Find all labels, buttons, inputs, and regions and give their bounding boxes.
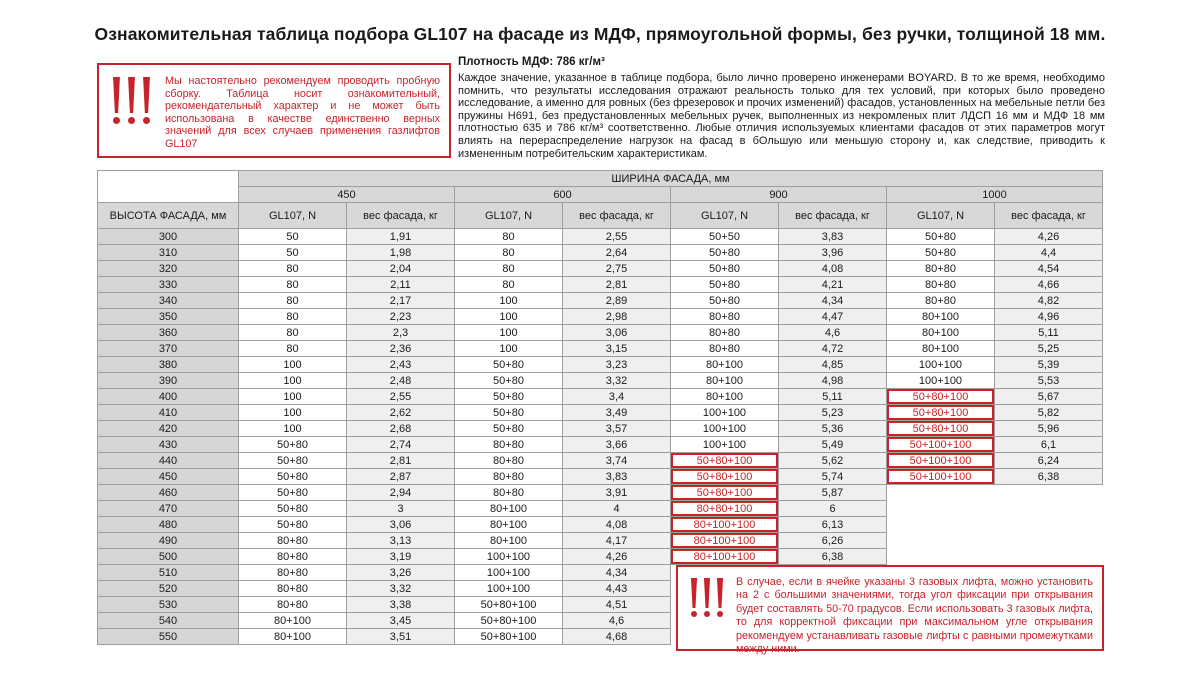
- height-cell: 540: [98, 613, 239, 629]
- weight-cell: 4: [563, 501, 671, 517]
- weight-cell: 2,89: [563, 293, 671, 309]
- gl107-cell: 50+80: [455, 405, 563, 421]
- table-header-width-title-row: [98, 171, 1103, 187]
- gl107-cell: 50+80: [239, 501, 347, 517]
- weight-column-header: вес фасада, кг: [563, 203, 671, 229]
- weight-cell: 3,26: [347, 565, 455, 581]
- empty-cell: [887, 549, 995, 565]
- weight-cell: 3,57: [563, 421, 671, 437]
- empty-cell: [887, 533, 995, 549]
- gl107-cell: 100: [239, 389, 347, 405]
- empty-cell: [995, 533, 1103, 549]
- gl107-cell: 80+100: [455, 533, 563, 549]
- weight-cell: 3: [347, 501, 455, 517]
- warning-bottom-text: В случае, если в ячейке указаны 3 газовых лифта, можно установить на 2 с большими значениями, тогда угол фиксации при открывания будет составлять 50-70 градусов. Если использовать 3 газовых лифта, то для корректной фиксации при максимальном угле открывания рекомендуем устанавливать газовые лифты с равными промежутками между ними.: [736, 576, 1093, 656]
- table-row: [98, 533, 1103, 549]
- triple-exclamation-icon: [690, 578, 724, 617]
- empty-cell: [995, 485, 1103, 501]
- width-group-450: 450: [239, 187, 455, 203]
- gl107-cell: 50+80: [239, 517, 347, 533]
- weight-cell: 5,96: [995, 421, 1103, 437]
- gl107-column-header: GL107, N: [887, 203, 995, 229]
- weight-cell: 4,08: [563, 517, 671, 533]
- table-row: [98, 373, 1103, 389]
- gl107-cell: 80+100: [239, 613, 347, 629]
- table-row: [98, 261, 1103, 277]
- weight-cell: 5,62: [779, 453, 887, 469]
- gl107-cell: 50+80+100: [455, 613, 563, 629]
- gl107-cell: 100: [455, 325, 563, 341]
- table-row: [98, 277, 1103, 293]
- weight-cell: 3,4: [563, 389, 671, 405]
- weight-cell: 6,24: [995, 453, 1103, 469]
- gl107-cell: 80: [455, 261, 563, 277]
- weight-cell: 3,38: [347, 597, 455, 613]
- gl107-cell: 80+80+100: [671, 501, 779, 517]
- weight-cell: 3,32: [563, 373, 671, 389]
- gl107-cell: 100+100: [455, 549, 563, 565]
- gl107-cell: 80+100: [239, 629, 347, 645]
- gl107-cell: 100: [455, 341, 563, 357]
- height-cell: 470: [98, 501, 239, 517]
- gl107-column-header: GL107, N: [239, 203, 347, 229]
- height-cell: 380: [98, 357, 239, 373]
- weight-cell: 2,55: [563, 229, 671, 245]
- gl107-cell: 50+80: [455, 357, 563, 373]
- table-row: [98, 341, 1103, 357]
- empty-cell: [887, 517, 995, 533]
- height-cell: 390: [98, 373, 239, 389]
- weight-cell: 5,53: [995, 373, 1103, 389]
- gl107-cell: 80+100: [887, 341, 995, 357]
- gl107-cell: 80+80: [887, 277, 995, 293]
- gl107-cell: 80+80: [455, 469, 563, 485]
- gl107-cell: 50+80+100: [455, 597, 563, 613]
- gl107-cell: 50+80+100: [887, 405, 995, 421]
- gl107-cell: 80+80: [239, 565, 347, 581]
- weight-cell: 2,11: [347, 277, 455, 293]
- weight-cell: 5,25: [995, 341, 1103, 357]
- weight-cell: 6,38: [779, 549, 887, 565]
- weight-cell: 2,74: [347, 437, 455, 453]
- weight-cell: 5,67: [995, 389, 1103, 405]
- weight-cell: 4,34: [563, 565, 671, 581]
- gl107-cell: 80+80: [455, 485, 563, 501]
- empty-cell: [995, 549, 1103, 565]
- height-cell: 430: [98, 437, 239, 453]
- height-cell: 450: [98, 469, 239, 485]
- table-row: [98, 421, 1103, 437]
- weight-cell: 6,13: [779, 517, 887, 533]
- gl107-cell: 50+100+100: [887, 469, 995, 485]
- weight-cell: 5,74: [779, 469, 887, 485]
- weight-cell: 3,49: [563, 405, 671, 421]
- table-row: [98, 229, 1103, 245]
- weight-cell: 3,15: [563, 341, 671, 357]
- gl107-cell: 80+100: [455, 501, 563, 517]
- weight-cell: 2,75: [563, 261, 671, 277]
- weight-cell: 2,48: [347, 373, 455, 389]
- gl107-cell: 80+80: [671, 309, 779, 325]
- gl107-cell: 100: [239, 357, 347, 373]
- gl107-cell: 80+100+100: [671, 517, 779, 533]
- gl107-cell: 100+100: [455, 565, 563, 581]
- empty-cell: [995, 517, 1103, 533]
- height-cell: 360: [98, 325, 239, 341]
- weight-cell: 2,3: [347, 325, 455, 341]
- weight-cell: 4,43: [563, 581, 671, 597]
- weight-cell: 5,23: [779, 405, 887, 421]
- gl107-cell: 100: [239, 405, 347, 421]
- weight-column-header: вес фасада, кг: [779, 203, 887, 229]
- weight-cell: 4,6: [563, 613, 671, 629]
- gl107-cell: 50+80: [887, 229, 995, 245]
- weight-cell: 4,34: [779, 293, 887, 309]
- table-header-groups-row: [98, 187, 1103, 203]
- gl107-cell: 50+80+100: [671, 485, 779, 501]
- weight-cell: 4,51: [563, 597, 671, 613]
- weight-cell: 6,38: [995, 469, 1103, 485]
- height-cell: 500: [98, 549, 239, 565]
- gl107-cell: 80+100+100: [671, 533, 779, 549]
- gl107-cell: 80+80: [887, 293, 995, 309]
- height-cell: 420: [98, 421, 239, 437]
- weight-cell: 2,81: [563, 277, 671, 293]
- height-cell: 410: [98, 405, 239, 421]
- weight-cell: 2,55: [347, 389, 455, 405]
- weight-cell: 3,32: [347, 581, 455, 597]
- weight-cell: 1,91: [347, 229, 455, 245]
- table-row: [98, 293, 1103, 309]
- weight-cell: 3,83: [779, 229, 887, 245]
- gl107-cell: 80: [239, 341, 347, 357]
- width-group-600: 600: [455, 187, 671, 203]
- weight-cell: 2,36: [347, 341, 455, 357]
- gl107-cell: 80+80: [239, 597, 347, 613]
- gl107-cell: 100+100: [887, 373, 995, 389]
- weight-cell: 2,98: [563, 309, 671, 325]
- gl107-cell: 50+80: [671, 277, 779, 293]
- weight-cell: 3,96: [779, 245, 887, 261]
- gl107-cell: 50+80: [455, 389, 563, 405]
- table-row: [98, 485, 1103, 501]
- weight-cell: 5,36: [779, 421, 887, 437]
- weight-cell: 2,04: [347, 261, 455, 277]
- gl107-cell: 80+80: [671, 325, 779, 341]
- gl107-cell: 50+50: [671, 229, 779, 245]
- weight-cell: 4,08: [779, 261, 887, 277]
- empty-cell: [887, 501, 995, 517]
- gl107-cell: 50+80+100: [887, 421, 995, 437]
- gl107-cell: 100+100: [671, 405, 779, 421]
- weight-cell: 5,11: [779, 389, 887, 405]
- weight-cell: 2,81: [347, 453, 455, 469]
- table-row: [98, 453, 1103, 469]
- gl107-cell: 80+100: [455, 517, 563, 533]
- table-row: [98, 501, 1103, 517]
- gl107-cell: 50+80: [887, 245, 995, 261]
- gl107-cell: 50+80: [239, 437, 347, 453]
- height-cell: 370: [98, 341, 239, 357]
- weight-cell: 2,62: [347, 405, 455, 421]
- gl107-cell: 100: [239, 421, 347, 437]
- weight-cell: 4,85: [779, 357, 887, 373]
- weight-cell: 3,45: [347, 613, 455, 629]
- weight-cell: 4,68: [563, 629, 671, 645]
- gl107-cell: 50+80: [671, 261, 779, 277]
- table-row: [98, 309, 1103, 325]
- weight-cell: 2,64: [563, 245, 671, 261]
- table-row: [98, 469, 1103, 485]
- height-cell: 490: [98, 533, 239, 549]
- weight-cell: 1,98: [347, 245, 455, 261]
- gl107-cell: 80: [455, 277, 563, 293]
- gl107-cell: 50+80+100: [455, 629, 563, 645]
- weight-cell: 3,23: [563, 357, 671, 373]
- gl107-cell: 80+80: [239, 533, 347, 549]
- weight-cell: 4,66: [995, 277, 1103, 293]
- gl107-cell: 100: [455, 309, 563, 325]
- height-cell: 350: [98, 309, 239, 325]
- height-cell: 550: [98, 629, 239, 645]
- weight-cell: 6,1: [995, 437, 1103, 453]
- gl107-cell: 50+80: [455, 373, 563, 389]
- gl107-cell: 100: [239, 373, 347, 389]
- weight-cell: 2,43: [347, 357, 455, 373]
- page-title: Ознакомительная таблица подбора GL107 на фасаде из МДФ, прямоугольной формы, без ручки, толщиной 18 мм.: [94, 24, 1106, 44]
- weight-column-header: вес фасада, кг: [995, 203, 1103, 229]
- gl107-cell: 80+100: [671, 373, 779, 389]
- gl107-cell: 50+80: [239, 453, 347, 469]
- triple-exclamation-icon: [112, 77, 151, 124]
- table-subheader-row: [98, 203, 1103, 229]
- width-group-900: 900: [671, 187, 887, 203]
- table-row: [98, 405, 1103, 421]
- weight-cell: 4,6: [779, 325, 887, 341]
- weight-cell: 4,17: [563, 533, 671, 549]
- gl107-cell: 50+80: [671, 293, 779, 309]
- gl107-cell: 80+100: [887, 325, 995, 341]
- empty-cell: [995, 501, 1103, 517]
- weight-cell: 6,26: [779, 533, 887, 549]
- table-row: [98, 549, 1103, 565]
- empty-cell: [887, 485, 995, 501]
- description-text: Каждое значение, указанное в таблице подбора, было лично проверено инженерами BOYARD. В то же время, необходимо помнить, что результаты исследования отражают реальность только для тех условий, при которых было проведено исследование, а именно для ровных (без фрезеровок и прочих изменений) фасадов, установленных на мебельные петли без пружины H691, без предустановленных мебельных ручек, выполненных из некромленых плит ЛДСП 16 мм и МДФ 18 мм плотностью 635 и 786 кг/м³ соответственно. Любые отличия используемых клиентами фасадов от этих параметров могут влиять на перераспределение нагрузок на фасад в бОльшую или меньшую сторону и, как следствие, приводить к измененным потребительским характеристикам.: [458, 72, 1105, 160]
- gl107-cell: 100: [455, 293, 563, 309]
- weight-cell: 3,66: [563, 437, 671, 453]
- weight-cell: 3,91: [563, 485, 671, 501]
- height-cell: 520: [98, 581, 239, 597]
- gl107-cell: 80: [455, 229, 563, 245]
- width-group-1000: 1000: [887, 187, 1103, 203]
- gl107-cell: 80: [239, 309, 347, 325]
- weight-cell: 5,49: [779, 437, 887, 453]
- table-row: [98, 357, 1103, 373]
- gl107-cell: 50+80: [455, 421, 563, 437]
- height-cell: 510: [98, 565, 239, 581]
- height-cell: 400: [98, 389, 239, 405]
- weight-cell: 2,87: [347, 469, 455, 485]
- height-cell: 440: [98, 453, 239, 469]
- weight-cell: 5,87: [779, 485, 887, 501]
- gl107-cell: 50+100+100: [887, 437, 995, 453]
- gl107-cell: 100+100: [455, 581, 563, 597]
- gl107-cell: 80+100: [671, 389, 779, 405]
- height-cell: 340: [98, 293, 239, 309]
- height-cell: 530: [98, 597, 239, 613]
- gl107-cell: 80+80: [239, 581, 347, 597]
- height-cell: 320: [98, 261, 239, 277]
- weight-cell: 5,82: [995, 405, 1103, 421]
- gl107-cell: 80+80: [887, 261, 995, 277]
- gl107-cell: 80+80: [455, 437, 563, 453]
- weight-cell: 3,19: [347, 549, 455, 565]
- gl107-cell: 80: [239, 325, 347, 341]
- gl107-cell: 80: [239, 277, 347, 293]
- weight-cell: 4,47: [779, 309, 887, 325]
- density-note: Плотность МДФ: 786 кг/м³: [458, 56, 605, 68]
- width-axis-header: ШИРИНА ФАСАДА, мм: [239, 171, 1103, 187]
- weight-cell: 2,17: [347, 293, 455, 309]
- weight-cell: 4,96: [995, 309, 1103, 325]
- gl107-cell: 50+80+100: [671, 469, 779, 485]
- weight-cell: 2,94: [347, 485, 455, 501]
- weight-cell: 3,13: [347, 533, 455, 549]
- gl107-cell: 80: [239, 293, 347, 309]
- height-cell: 460: [98, 485, 239, 501]
- warning-box-bottom: [676, 565, 1104, 656]
- gl107-cell: 80: [239, 261, 347, 277]
- gl107-cell: 50+100+100: [887, 453, 995, 469]
- weight-cell: 4,21: [779, 277, 887, 293]
- height-cell: 480: [98, 517, 239, 533]
- weight-cell: 4,82: [995, 293, 1103, 309]
- weight-cell: 4,54: [995, 261, 1103, 277]
- gl107-cell: 80: [455, 245, 563, 261]
- weight-cell: 4,98: [779, 373, 887, 389]
- weight-cell: 4,72: [779, 341, 887, 357]
- weight-cell: 4,26: [995, 229, 1103, 245]
- weight-cell: 5,39: [995, 357, 1103, 373]
- weight-cell: 2,23: [347, 309, 455, 325]
- gl107-cell: 50+80+100: [671, 453, 779, 469]
- gl107-cell: 50: [239, 245, 347, 261]
- weight-cell: 3,06: [347, 517, 455, 533]
- weight-column-header: вес фасада, кг: [347, 203, 455, 229]
- gl107-cell: 50+80: [671, 245, 779, 261]
- table-row: [98, 325, 1103, 341]
- weight-cell: 3,74: [563, 453, 671, 469]
- gl107-column-header: GL107, N: [671, 203, 779, 229]
- table-row: [98, 437, 1103, 453]
- weight-cell: 6: [779, 501, 887, 517]
- table-row: [98, 245, 1103, 261]
- weight-cell: 3,06: [563, 325, 671, 341]
- gl107-cell: 50: [239, 229, 347, 245]
- table-row: [98, 389, 1103, 405]
- gl107-cell: 80+100: [887, 309, 995, 325]
- gl107-cell: 80+100: [671, 357, 779, 373]
- gl107-cell: 80+100+100: [671, 549, 779, 565]
- gl107-cell: 100+100: [671, 421, 779, 437]
- gl107-cell: 80+80: [455, 453, 563, 469]
- warning-top-text: Мы настоятельно рекомендуем проводить пробную сборку. Таблица носит ознакомительный, рекомендательный характер и не может быть использована в качестве единственно верных значений для всех случаев применения газлифтов GL107: [165, 75, 440, 150]
- height-cell: 300: [98, 229, 239, 245]
- table-row: [98, 517, 1103, 533]
- weight-cell: 3,83: [563, 469, 671, 485]
- height-axis-header: ВЫСОТА ФАСАДА, мм: [98, 203, 239, 229]
- weight-cell: 2,68: [347, 421, 455, 437]
- gl107-cell: 50+80: [239, 469, 347, 485]
- weight-cell: 4,26: [563, 549, 671, 565]
- gl107-cell: 80+80: [239, 549, 347, 565]
- height-cell: 310: [98, 245, 239, 261]
- height-cell: 330: [98, 277, 239, 293]
- gl107-cell: 100+100: [671, 437, 779, 453]
- gl107-cell: 50+80+100: [887, 389, 995, 405]
- gl107-cell: 100+100: [887, 357, 995, 373]
- gl107-column-header: GL107, N: [455, 203, 563, 229]
- weight-cell: 4,4: [995, 245, 1103, 261]
- weight-cell: 5,11: [995, 325, 1103, 341]
- gl107-cell: 50+80: [239, 485, 347, 501]
- corner-cell: [98, 171, 239, 203]
- warning-box-top: [97, 63, 451, 158]
- gl107-cell: 80+80: [671, 341, 779, 357]
- weight-cell: 3,51: [347, 629, 455, 645]
